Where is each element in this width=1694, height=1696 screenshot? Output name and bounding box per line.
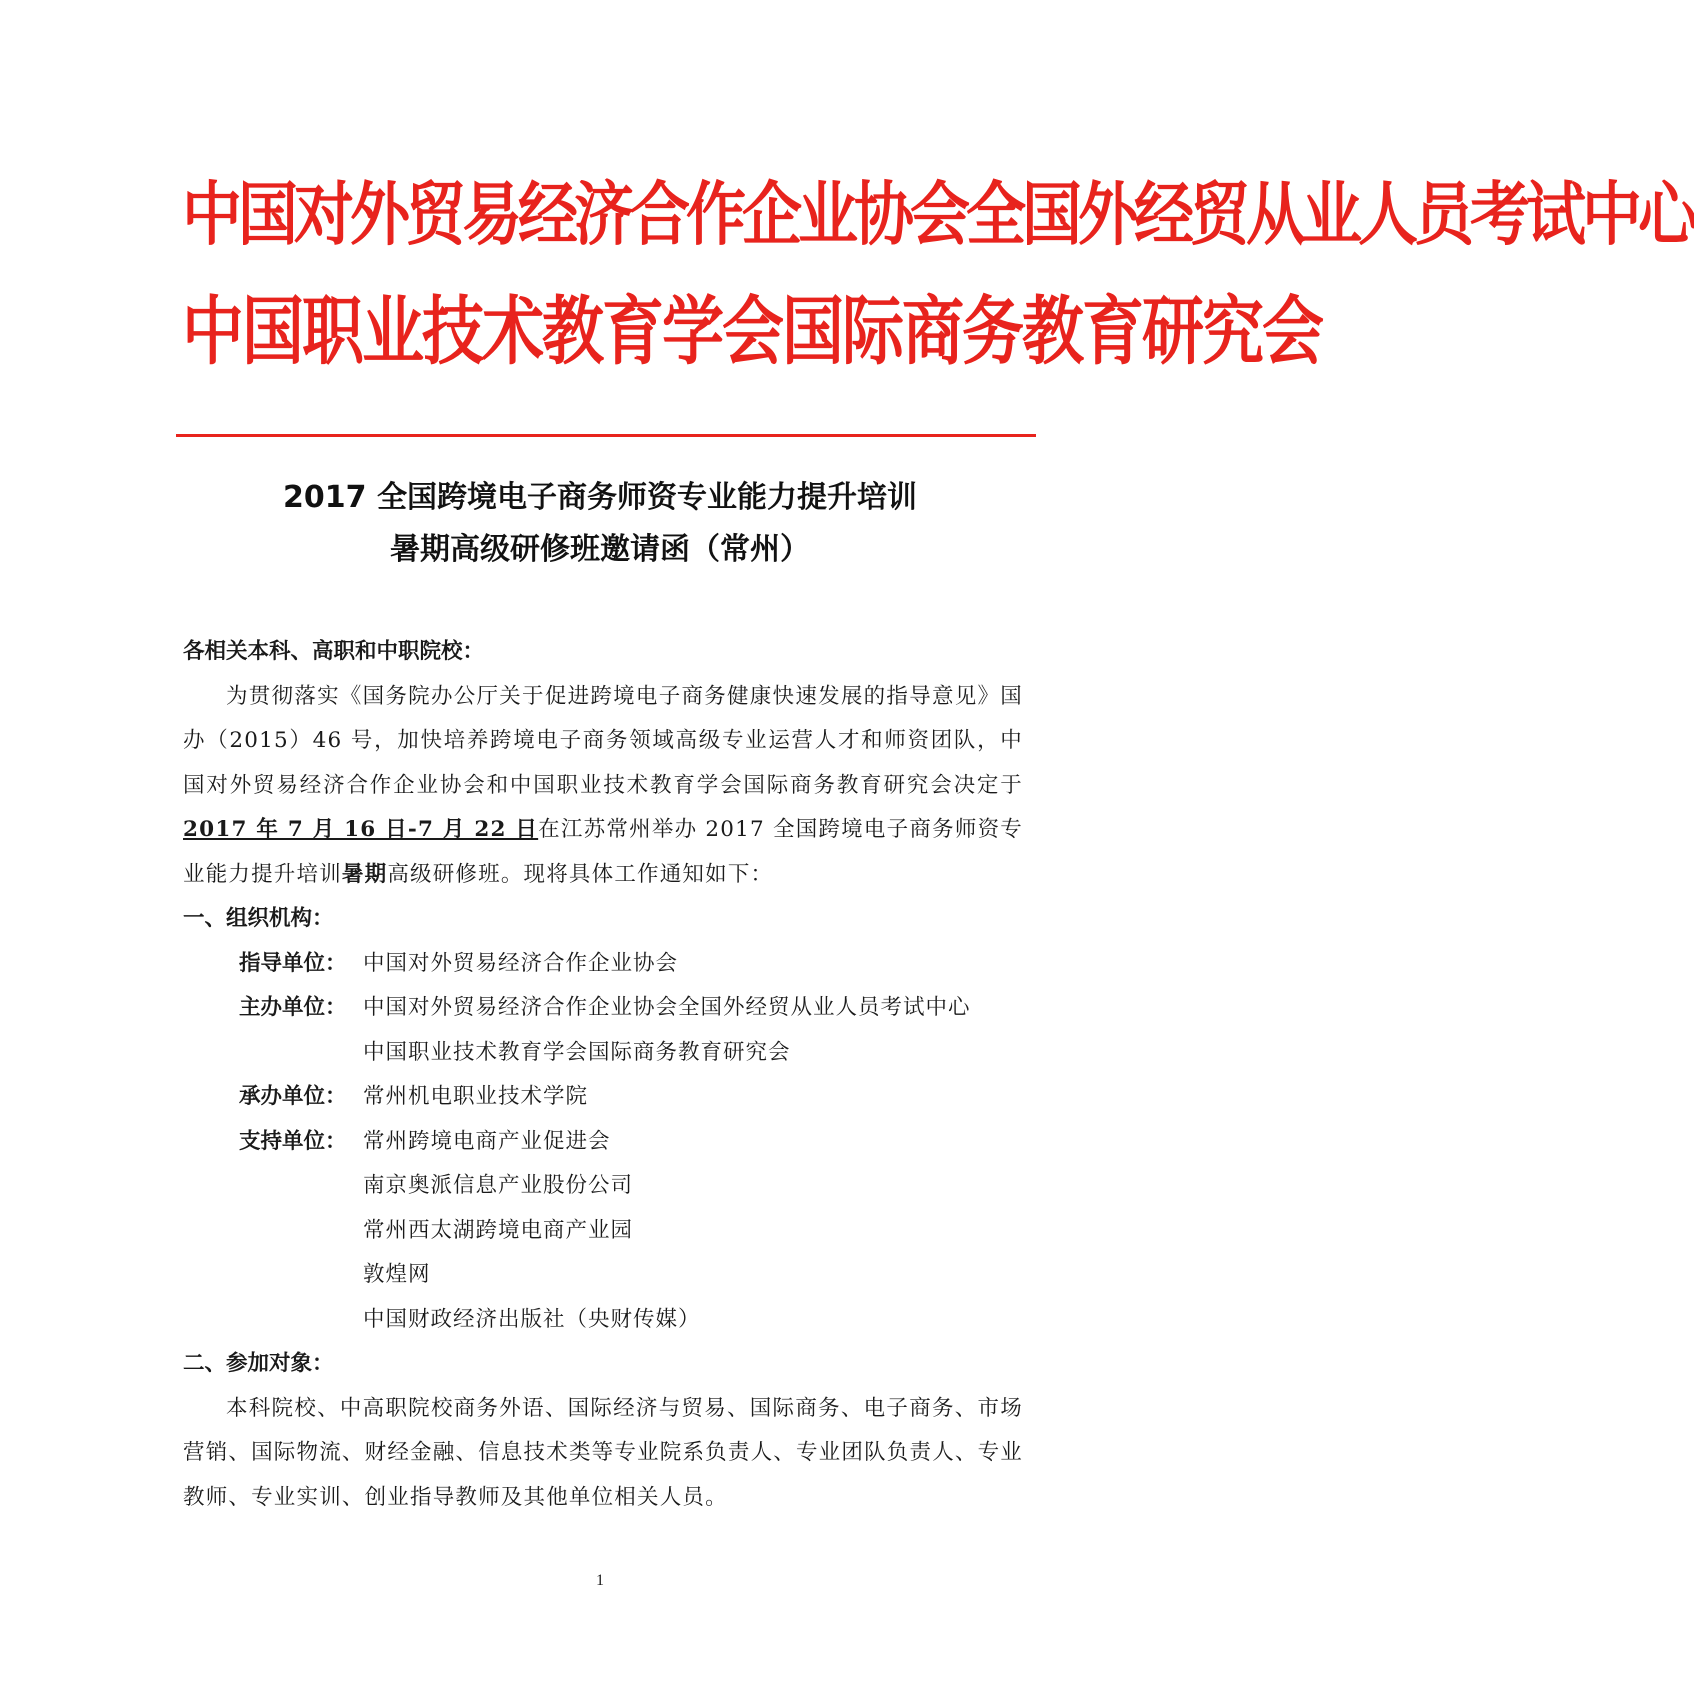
event-date: 2017 年 7 月 16 日-7 月 22 日 xyxy=(183,817,539,842)
org-value: 中国对外贸易经济合作企业协会全国外经贸从业人员考试中心 xyxy=(363,995,971,1020)
document-title-line-2: 暑期高级研修班邀请函（常州） xyxy=(390,532,810,567)
org-value: 常州跨境电商产业促进会 xyxy=(363,1128,611,1154)
org-row-guiding xyxy=(183,942,1023,987)
section-heading-participants: 二、参加对象： xyxy=(183,1351,334,1376)
org-label: 指导单位： xyxy=(239,950,347,976)
org-value: 常州机电职业技术学院 xyxy=(363,1084,589,1109)
org-label: 支持单位： xyxy=(239,1128,347,1154)
document-body xyxy=(183,630,1023,1520)
org-value: 中国对外贸易经济合作企业协会 xyxy=(363,950,679,976)
page-number: 1 xyxy=(596,1572,604,1589)
letterhead-line-2: 中国职业技术教育学会国际商务教育研究会 xyxy=(182,287,1323,376)
org-row-supporting xyxy=(183,1120,1023,1343)
org-value: 南京奥派信息产业股份公司 xyxy=(363,1173,634,1198)
intro-bold-word: 暑期 xyxy=(341,861,388,887)
org-value: 常州西太湖跨境电商产业园 xyxy=(363,1217,634,1243)
participants-paragraph: 本科院校、中高职院校商务外语、国际经济与贸易、国际商务、电子商务、市场营销、国际物流、财经金融、信息技术类等专业院系负责人、专业团队负责人、专业教师、专业实训、创业指导教师及其他单位相关人员。 xyxy=(183,1395,1023,1510)
intro-text-part-2: 在江苏常州举办 2017 全国跨境电子商务师资专业能力提升培训 xyxy=(183,817,1024,887)
intro-paragraph xyxy=(183,675,1023,898)
org-row-host xyxy=(183,986,1023,1075)
red-divider-rule xyxy=(176,434,1036,437)
salutation: 各相关本科、高职和中职院校： xyxy=(183,639,485,664)
org-value: 敦煌网 xyxy=(363,1262,431,1287)
org-label: 承办单位： xyxy=(239,1084,347,1109)
org-label: 主办单位： xyxy=(239,995,347,1020)
letterhead-line-1: 中国对外贸易经济合作企业协会全国外经贸从业人员考试中心 xyxy=(182,174,1694,256)
org-value: 中国财政经济出版社（央财传媒） xyxy=(363,1306,701,1332)
document-title-line-1: 2017 全国跨境电子商务师资专业能力提升培训 xyxy=(283,480,917,515)
intro-text-part-3: 高级研修班。现将具体工作通知如下： xyxy=(387,861,774,887)
org-value: 中国职业技术教育学会国际商务教育研究会 xyxy=(363,1039,791,1065)
section-heading-organization: 一、组织机构： xyxy=(183,906,334,931)
intro-text-part-1: 为贯彻落实《国务院办公厅关于促进跨境电子商务健康快速发展的指导意见》国办（2015）46 号，加快培养跨境电子商务领域高级专业运营人才和师资团队，中国对外贸易经济合作企业协会和中国职业技术教育学会国际商务教育研究会决定于 xyxy=(183,683,1023,798)
organization-list xyxy=(183,942,1023,1343)
org-row-organizer xyxy=(183,1075,1023,1120)
